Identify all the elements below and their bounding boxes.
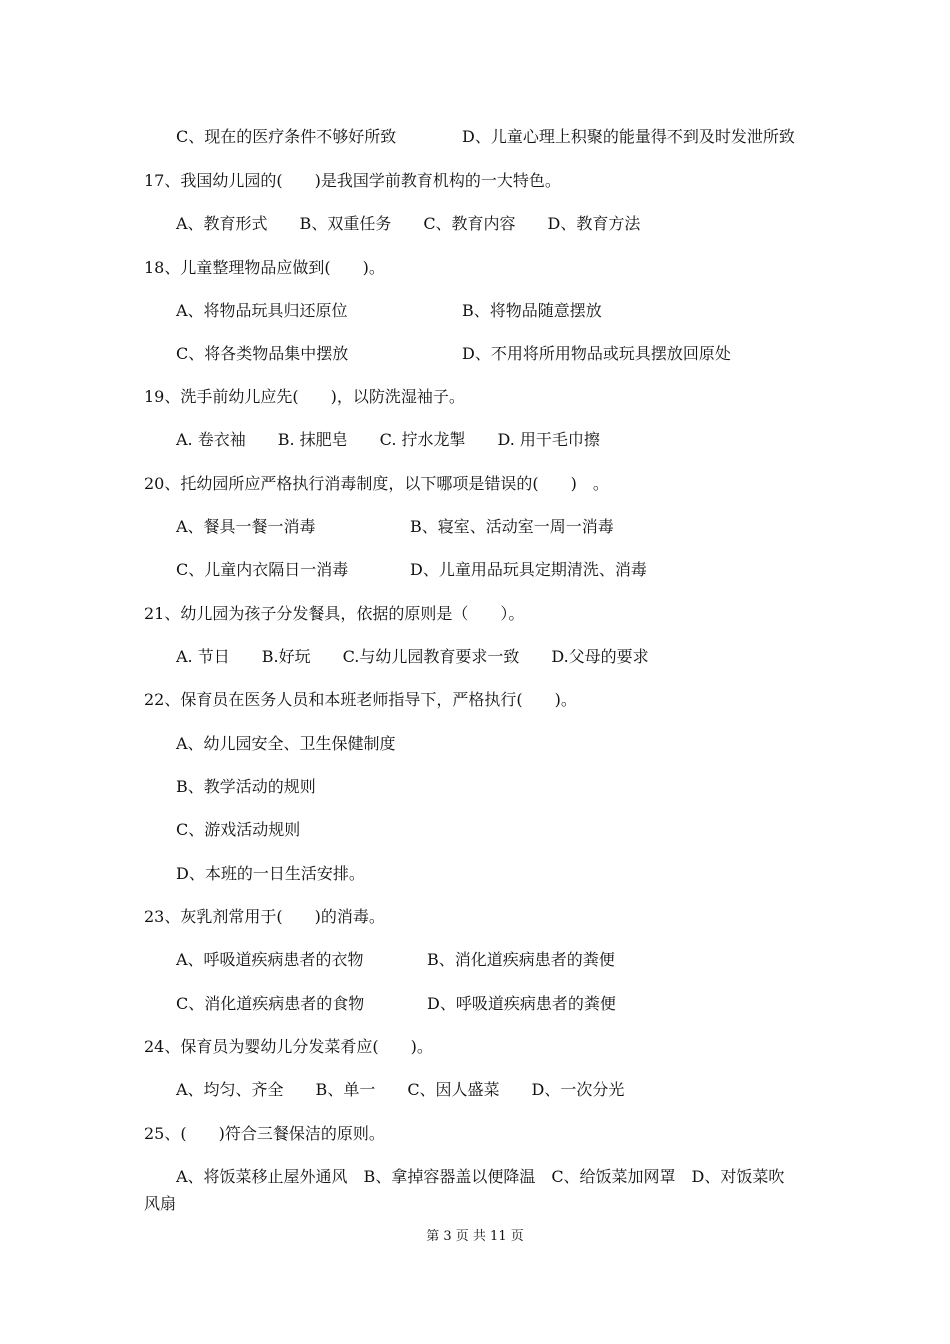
page-number-footer: 第 3 页 共 11 页 (426, 1229, 524, 1244)
q22-option-b: B、教学活动的规则 (176, 777, 316, 796)
q21-options: A. 节日 B.好玩 C.与幼儿园教育要求一致 D.父母的要求 (176, 647, 649, 666)
q20-question: 20、托幼园所应严格执行消毒制度，以下哪项是错误的( ) 。 (144, 474, 609, 493)
q23-option-a: A、呼吸道疾病患者的衣物 (176, 950, 364, 969)
q20-option-a: A、餐具一餐一消毒 (176, 517, 316, 536)
q25-question: 25、( )符合三餐保洁的原则。 (144, 1124, 385, 1143)
q18-option-b: B、将物品随意摆放 (462, 301, 602, 320)
q20-option-d: D、儿童用品玩具定期清洗、消毒 (410, 560, 647, 579)
q24-options: A、均匀、齐全 B、单一 C、因人盛菜 D、一次分光 (176, 1080, 625, 1099)
q19-options: A. 卷衣袖 B. 抹肥皂 C. 拧水龙掣 D. 用干毛巾擦 (176, 430, 600, 449)
q17-question: 17、我国幼儿园的( )是我国学前教育机构的一大特色。 (144, 171, 561, 190)
q22-option-d: D、本班的一日生活安排。 (176, 864, 365, 883)
q16-option-c: C、现在的医疗条件不够好所致 (176, 127, 397, 146)
q22-option-c: C、游戏活动规则 (176, 820, 301, 839)
q23-option-c: C、消化道疾病患者的食物 (176, 994, 365, 1013)
q23-option-b: B、消化道疾病患者的粪便 (427, 950, 615, 969)
q23-option-d: D、呼吸道疾病患者的粪便 (427, 994, 616, 1013)
q18-option-a: A、将物品玩具归还原位 (176, 301, 348, 320)
q20-option-b: B、寝室、活动室一周一消毒 (410, 517, 614, 536)
q18-option-d: D、不用将所用物品或玩具摆放回原处 (462, 344, 731, 363)
q16-option-d: D、儿童心理上积聚的能量得不到及时发泄所致 (462, 127, 795, 146)
q17-options: A、教育形式 B、双重任务 C、教育内容 D、教育方法 (176, 214, 641, 233)
q18-question: 18、儿童整理物品应做到( )。 (144, 258, 385, 277)
q25-options-line1: A、将饭菜移止屋外通风 B、拿掉容器盖以便降温 C、给饭菜加网罩 D、对饭菜吹 (176, 1167, 785, 1186)
q25-options-line2: 风扇 (144, 1194, 177, 1213)
q24-question: 24、保育员为婴幼儿分发菜肴应( )。 (144, 1037, 433, 1056)
q22-question: 22、保育员在医务人员和本班老师指导下，严格执行( )。 (144, 690, 577, 709)
q19-question: 19、洗手前幼儿应先( )，以防洗湿袖子。 (144, 387, 465, 406)
q23-question: 23、灰乳剂常用于( )的消毒。 (144, 907, 385, 926)
q21-question: 21、幼儿园为孩子分发餐具，依据的原则是（ ）。 (144, 604, 525, 623)
q18-option-c: C、将各类物品集中摆放 (176, 344, 349, 363)
q20-option-c: C、儿童内衣隔日一消毒 (176, 560, 349, 579)
q22-option-a: A、幼儿园安全、卫生保健制度 (176, 734, 396, 753)
